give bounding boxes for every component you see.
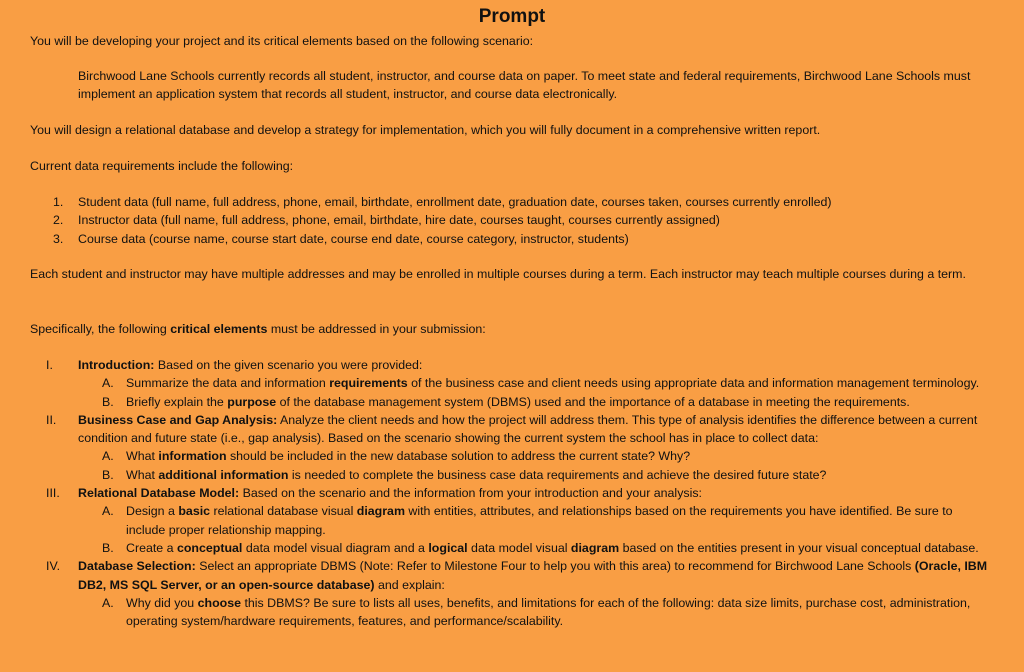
critical-paragraph	[30, 320, 1000, 338]
section-number: I.	[46, 358, 53, 372]
scenario-paragraph: Birchwood Lane Schools currently records all student, instructor, and course data on paper. To meet state and federal requirements, Birchwood Lane Schools must implement an application system that records all student, instructor, and course data electronically.	[78, 69, 971, 102]
section-bold-paren: (Oracle, IBM DB2, MS SQL Server, or an open-source database)	[78, 559, 988, 592]
section-number: III.	[46, 486, 60, 501]
multiple-paragraph: Each student and instructor may have multiple addresses and may be enrolled in multiple courses during a term. Each instructor may teach multiple courses during a term.	[30, 267, 966, 281]
list-number: 1.	[53, 195, 64, 209]
page-title: Prompt	[478, 6, 546, 27]
requirements-list	[53, 193, 993, 248]
list-item: B. Briefly explain the purpose of the database management system (DBMS) used and the importance of a database in meeting the requirements.	[102, 394, 910, 409]
section-text-end: and explain:	[374, 577, 445, 592]
list-item	[53, 230, 993, 248]
section-number: II.	[46, 412, 57, 427]
list-number: 2.	[53, 213, 64, 228]
critical-pre: Specifically, the following	[30, 322, 171, 336]
critical-bold: critical elements	[170, 322, 268, 336]
section-introduction	[30, 356, 1000, 411]
list-item: A. What information should be included in the new database solution to address the current state? Why?	[102, 449, 691, 464]
section-heading: Business Case and Gap Analysis:	[78, 412, 278, 427]
list-item: B. What additional information is needed to complete the business case data requirements and achieve the desired future state?	[102, 467, 827, 482]
design-paragraph: You will design a relational database and develop a strategy for implementation, which you will fully document in a comprehensive written report.	[30, 123, 821, 137]
section-heading: Database Selection:	[78, 559, 196, 574]
section-heading: Relational Database Model:	[78, 486, 240, 501]
list-item	[53, 193, 993, 211]
section-text: Select an appropriate DBMS (Note: Refer to Milestone Four to help you with this area) to recommend for Birchwood Lane Schools	[195, 559, 915, 574]
list-item	[53, 211, 993, 229]
list-item: A. Design a basic relational database visual diagram with entities, attributes, and relationships based on the requirements you have identified. Be sure to include proper relationship mapping.	[102, 504, 953, 537]
section-gap-analysis	[30, 411, 1000, 484]
requirements-intro: Current data requirements include the following:	[30, 159, 294, 173]
critical-post: must be addressed in your submission:	[267, 322, 486, 336]
list-item: A. Summarize the data and information requirements of the business case and client needs using appropriate data and information management terminology.	[102, 376, 980, 391]
section-text: Analyze the client needs and how the project will address them. This type of analysis identifies the difference between a current condition and future state (i.e., gap analysis). Based on the scenario showing the current system the school has in place to collect data:	[78, 412, 978, 446]
section-relational-model	[30, 484, 1000, 557]
list-item: A. Why did you choose this DBMS? Be sure to lists all uses, benefits, and limitations for each of the following: data size limits, purchase cost, administration, operating system/hardware requirements, features, and performance/scalability.	[102, 595, 971, 629]
section-database-selection	[30, 557, 1000, 630]
list-item: B. Create a conceptual data model visual diagram and a logical data model visual diagram based on the entities present in your visual conceptual database.	[102, 540, 979, 555]
list-text: Course data (course name, course start date, course end date, course category, instructor, students)	[78, 231, 629, 246]
list-text: Student data (full name, full address, phone, email, birthdate, enrollment date, graduation date, courses taken, courses currently enrolled)	[78, 195, 832, 209]
section-text: Based on the scenario and the information from your introduction and your analysis:	[239, 486, 702, 501]
section-heading: Introduction:	[78, 358, 155, 372]
section-number: IV.	[46, 559, 61, 574]
list-text: Instructor data (full name, full address, phone, email, birthdate, hire date, courses taught, courses currently assigned)	[78, 213, 720, 228]
list-number: 3.	[53, 231, 64, 246]
section-text: Based on the given scenario you were provided:	[154, 358, 423, 372]
critical-elements	[30, 356, 1000, 630]
intro-paragraph: You will be developing your project and its critical elements based on the following scenario:	[30, 34, 534, 48]
